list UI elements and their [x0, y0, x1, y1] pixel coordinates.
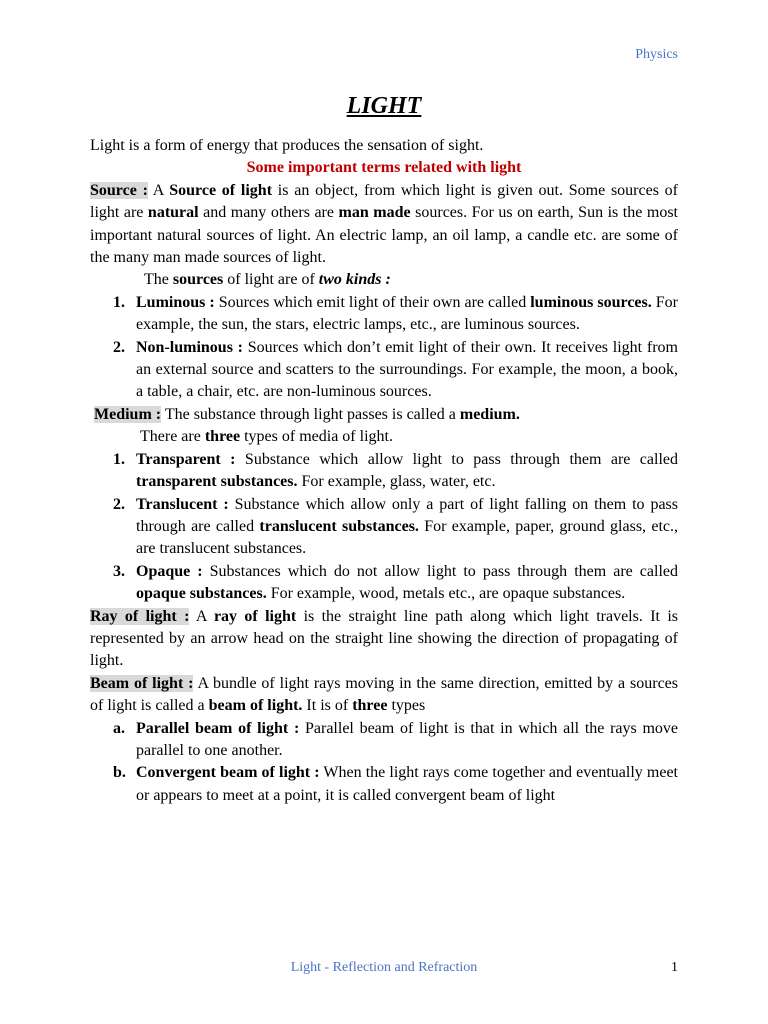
list-number: 1.: [113, 450, 125, 468]
source-bold: natural: [147, 204, 199, 222]
list-text: Sources which emit light of their own are called: [214, 293, 531, 311]
kinds-bold-italic: two kinds :: [318, 271, 391, 289]
ray-text: A: [189, 607, 214, 625]
list-item: [90, 718, 678, 763]
medium-label: Medium :: [94, 405, 162, 423]
list-number: 2.: [113, 338, 125, 356]
list-number: 3.: [113, 562, 125, 580]
list-item: [90, 337, 678, 404]
kinds-bold: sources: [172, 271, 224, 289]
medium-bold: medium.: [459, 405, 520, 423]
list-text: Substance which allow light to pass through them are called: [235, 450, 678, 468]
list-text: For example, wood, metals etc., are opaque substances.: [266, 585, 626, 603]
list-item: [90, 762, 678, 807]
header-subject: Physics: [635, 47, 678, 62]
list-text: When the light rays come together and eventually meet or appears to meet at a point, it is called convergent beam of light: [136, 764, 678, 804]
list-term: Non-luminous :: [136, 338, 244, 356]
list-item: [90, 449, 678, 494]
list-term: Parallel beam of light :: [136, 719, 300, 737]
list-bold: luminous sources.: [530, 293, 652, 311]
types-text: types of media of light.: [240, 428, 393, 446]
beam-text: types: [387, 697, 426, 715]
list-number: 2.: [113, 495, 125, 513]
medium-paragraph: [90, 404, 678, 426]
list-text: Substances which do not allow light to pass through them are called: [202, 562, 678, 580]
list-bold: opaque substances.: [136, 585, 267, 603]
ray-label: Ray of light :: [90, 607, 190, 625]
list-bold: translucent substances.: [259, 517, 419, 535]
source-label: Source :: [90, 181, 148, 199]
list-text: Parallel beam of light is that in which all the rays move parallel to one another.: [136, 719, 678, 759]
beam-label: Beam of light :: [90, 674, 194, 692]
list-term: Opaque :: [136, 562, 203, 580]
list-term: Transparent :: [136, 450, 236, 468]
beam-types-list: [90, 718, 678, 808]
medium-types-line: [90, 426, 678, 448]
intro-paragraph: Light is a form of energy that produces the sensation of sight.: [90, 137, 484, 154]
types-bold: three: [204, 428, 241, 446]
list-term: Translucent :: [136, 495, 229, 513]
list-text: For example, the sun, the stars, electric lamps, etc., are luminous sources.: [136, 293, 678, 334]
list-bold: transparent substances.: [136, 473, 298, 491]
source-bold: man made: [338, 204, 411, 222]
kinds-text: The: [144, 271, 173, 289]
ray-bold: ray of light: [213, 607, 297, 625]
list-text: Sources which don’t emit light of their own. It receives light from an external source and scatters to the surroundings. For example, the moon, a book, a table, a chair, etc. are non-luminous sources.: [136, 338, 678, 401]
beam-bold: beam of light.: [208, 697, 303, 715]
list-text: For example, glass, water, etc.: [297, 473, 496, 491]
page-title: LIGHT: [346, 93, 422, 119]
types-text: There are: [140, 428, 205, 446]
source-kinds-list: [90, 292, 678, 404]
list-number: 1.: [113, 293, 125, 311]
list-text: Substance which allow only a part of light falling on them to pass through are called: [136, 495, 678, 535]
source-text: sources. For us on earth, Sun is the most important natural sources of light. An electric lamp, an oil lamp, a candle etc. are some of the many man made sources of light.: [90, 204, 678, 267]
kinds-text: of light are of: [223, 271, 319, 289]
source-text: and many others are: [198, 204, 339, 222]
source-text: is an object, from which light is given out. Some sources of light are: [90, 181, 679, 222]
medium-text: The substance through light passes is called a: [161, 405, 460, 423]
source-kinds-line: [90, 269, 678, 291]
list-item: [90, 494, 678, 561]
list-text: For example, paper, ground glass, etc., are translucent substances.: [136, 517, 678, 558]
ray-text: is the straight line path along which light travels. It is represented by an arrow head on the straight line showing the direction of propagating of light.: [90, 607, 679, 670]
ray-paragraph: [90, 606, 678, 673]
footer-title: Light - Reflection and Refraction: [290, 960, 478, 975]
list-item: [90, 561, 678, 606]
document-body: [90, 135, 678, 807]
list-number: a.: [113, 719, 125, 737]
beam-paragraph: [90, 673, 678, 718]
source-paragraph: [90, 180, 678, 270]
subheading: Some important terms related with light: [246, 159, 522, 177]
list-number: b.: [113, 764, 126, 782]
medium-types-list: [90, 449, 678, 606]
beam-bold: three: [352, 697, 388, 715]
list-term: Luminous :: [136, 293, 215, 311]
list-term: Convergent beam of light :: [136, 764, 320, 782]
beam-text: A bundle of light rays moving in the same direction, emitted by a sources of light is called a: [90, 674, 678, 715]
source-text: A: [147, 181, 170, 199]
page-number: 1: [671, 960, 678, 975]
beam-text: It is of: [302, 697, 353, 715]
source-bold: Source of light: [169, 181, 273, 199]
list-item: [90, 292, 678, 337]
